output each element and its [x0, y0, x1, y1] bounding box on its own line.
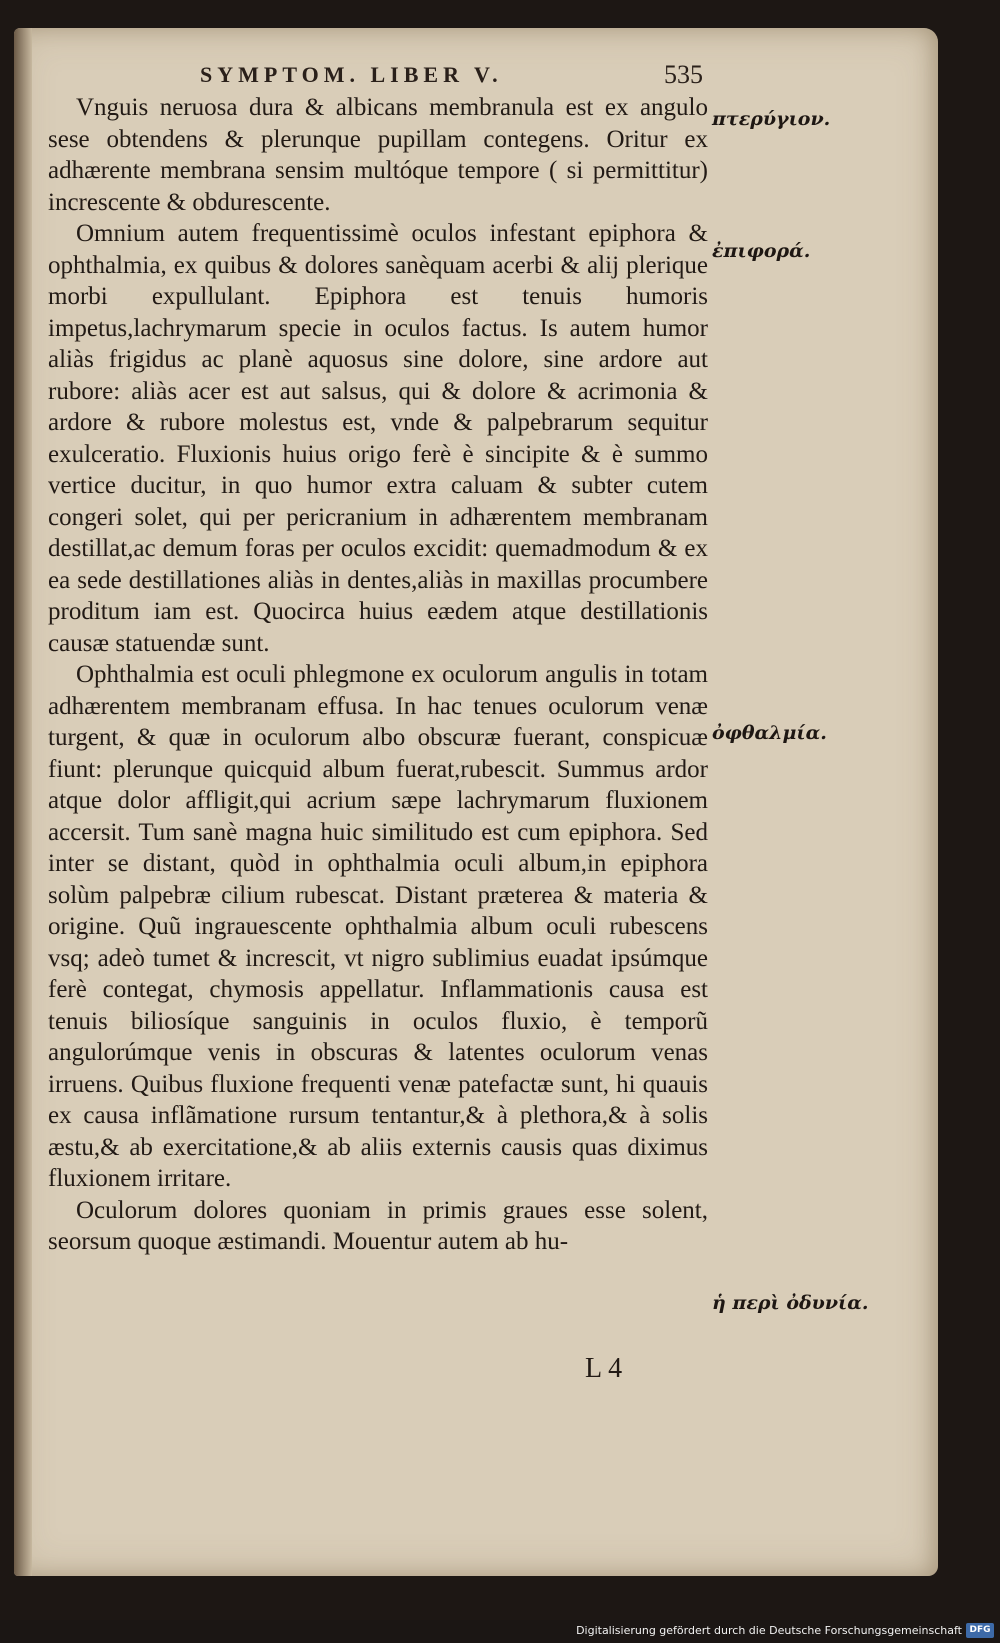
body-text — [48, 92, 708, 1258]
margin-note-epiphora: ἐπιφορά. — [712, 240, 811, 262]
margin-note-pterygion: πτερύγιον. — [712, 108, 831, 130]
funding-credit: Digitalisierung gefördert durch die Deutsche Forschungsgemeinschaft — [576, 1624, 962, 1637]
paragraph-unguis: Vnguis neruosa dura & albicans membranula est ex angulo sese obtendens & plerunque pupillam contegens. Oritur ex adhærente membrana sensim multóque tempore ( si permittitur) increscente & obdurescente. — [48, 94, 708, 216]
margin-note-periodynia: ἡ περὶ ὀδυνία. — [712, 1292, 869, 1314]
footer-bar — [0, 1620, 1000, 1643]
paragraph-dolores: Oculorum dolores quoniam in primis graues esse solent, seorsum quoque æstimandi. Mouentur autem ab hu- — [48, 1196, 708, 1255]
page-gutter-edge — [14, 28, 32, 1576]
paragraph-epiphora: Omnium autem frequentissimè oculos infestant epiphora & ophthalmia, ex quibus & dolores sanèquam acerbi & alij plerique morbi expullulant. Epiphora est tenuis humoris impetus,lachrymarum specie in oculos factus. Is autem humor aliàs frigidus ac planè aquosus sine dolore, sine ardore aut rubore: aliàs acer est aut salsus, qui & dolore & acrimonia & ardore & rubore molestus est, vnde & palpebrarum sequitur exulceratio. Fluxionis huius origo ferè è sincipite & è summo vertice ducitur, in quo humor extra caluam & subter cutem congeri solet, qui per pericranium in adhærentem membranam destillat,ac demum foras per oculos excidit: quemadmodum & ex ea sede destillationes aliàs in dentes,aliàs in maxillas procumbere proditum iam est. Quocirca huius eædem atque destillationis causæ statuendæ sunt. — [48, 220, 708, 657]
page-number: 535 — [664, 60, 703, 89]
dfg-logo-icon: DFG — [966, 1623, 994, 1638]
running-title: SYMPTOM. LIBER V. — [200, 62, 503, 87]
margin-note-ophthalmia: ὀφθαλμία. — [712, 722, 827, 744]
signature-mark: L 4 — [585, 1353, 623, 1384]
paragraph-ophthalmia: Ophthalmia est oculi phlegmone ex oculorum angulis in totam adhærentem membranam effusa. In hac tenues oculorum venæ turgent, & quæ in oculorum albo obscuræ fuerant, conspicuæ fiunt: plerunque quicquid album fuerat,rubescit. Summus ardor atque dolor affligit,qui acrium sæpe lachrymarum fluxionem accersit. Tum sanè magna huic similitudo est cum epiphora. Sed inter se distant, quòd in ophthalmia oculi album,in epiphora solùm palpebræ cilium rubescat. Distant præterea & materia & origine. Quũ ingrauescente ophthalmia album oculi rubescens vsq; adeò tumet & increscit, vt nigro sublimius euadat ipsúmque ferè contegat, chymosis appellatur. Inflammationis causa est tenuis biliosíque sanguinis in oculos fluxio, è temporũ angulorúmque venis in obscuras & latentes oculorum venas irruens. Quibus fluxione frequenti venæ patefactæ sunt, hi quauis ex causa inflãmatione rursum tentantur,& à plethora,& à solis æstu,& ab exercitatione,& ab aliis externis causis quas diximus fluxionem irritare. — [48, 661, 708, 1192]
